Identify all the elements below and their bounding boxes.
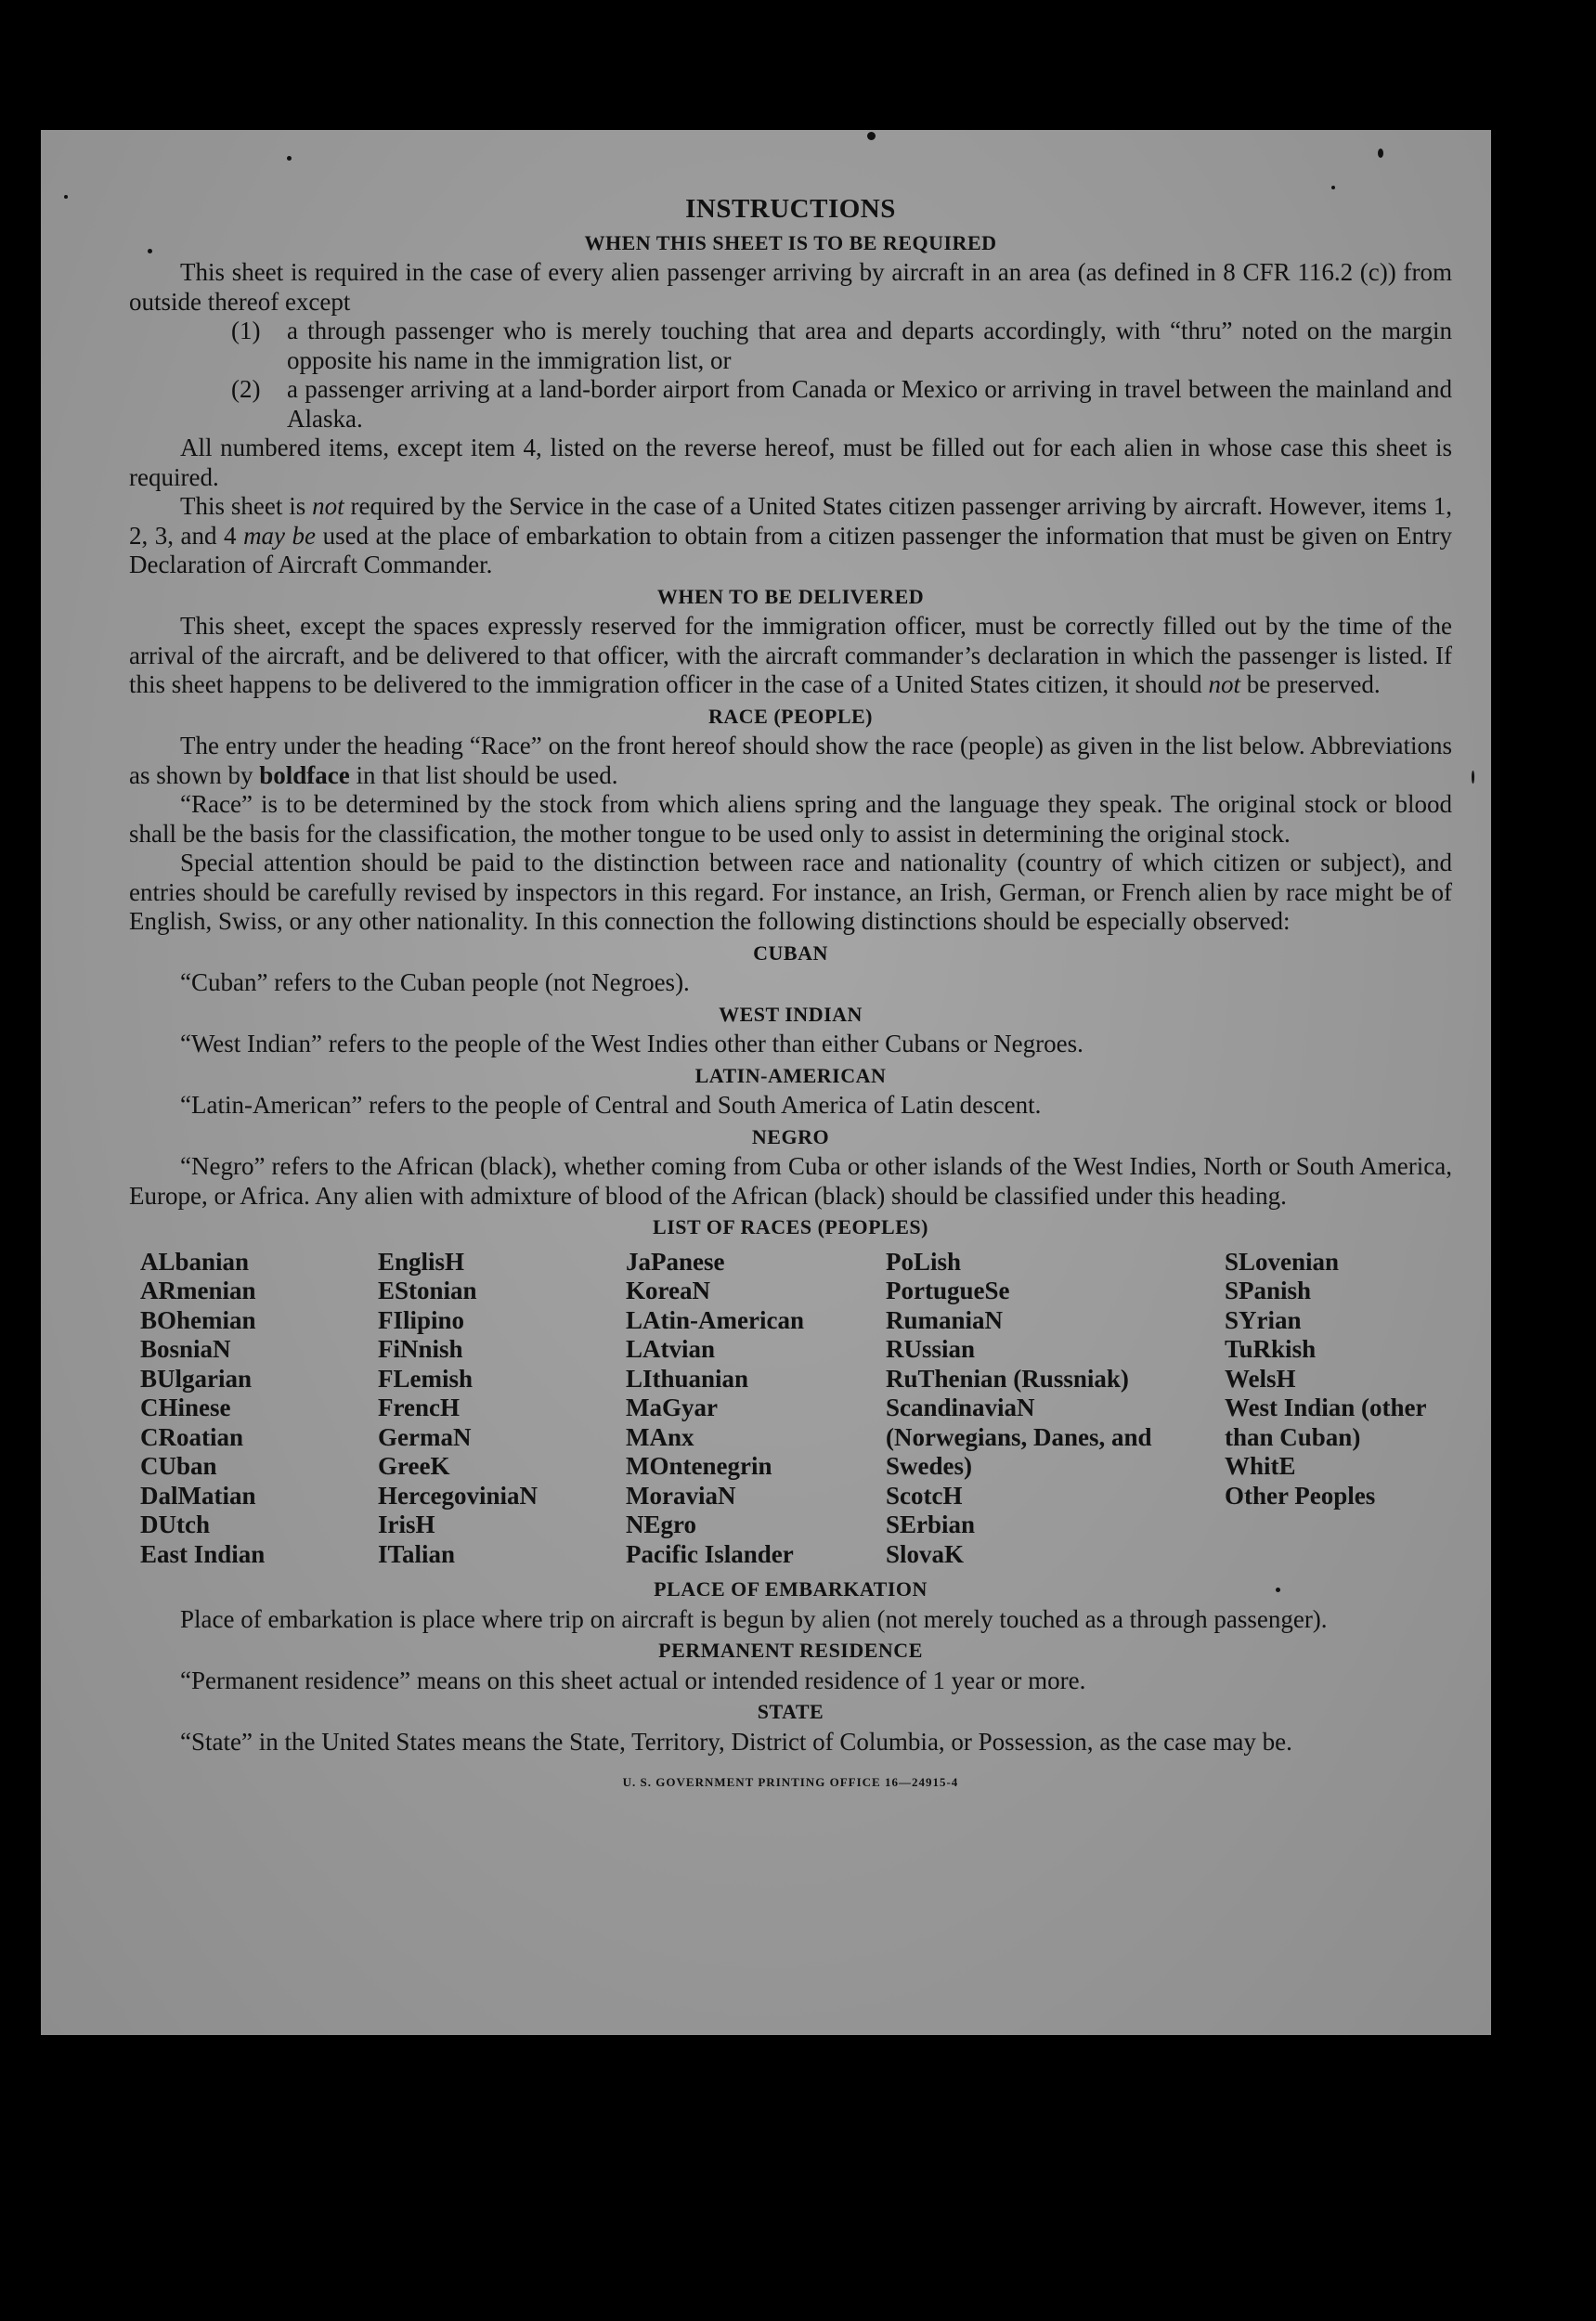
exception-text: a passenger arriving at a land-border airport from Canada or Mexico or arriving in travel between the mainland and Alaska. [287,375,1452,433]
exception-item-1 [129,317,1452,375]
race-column-2 [378,1248,626,1570]
race-entry: PoLish [886,1247,962,1276]
race-entry: ScotcH [886,1481,963,1510]
race-entry: KoreaN [626,1277,710,1304]
west-indian-definition: “West Indian” refers to the people of the West Indies other than either Cubans or Negroes. [180,1030,1083,1057]
race-entry: East Indian [140,1539,266,1568]
race-entry: PortugueSe [886,1277,1010,1304]
exception-number: (1) [231,317,261,344]
race-entry: West Indian (other than Cuban) [1225,1394,1427,1451]
race-entry: SYrian [1225,1305,1302,1334]
document-sheet [41,130,1491,2035]
race-entry: GreeK [378,1452,450,1480]
race-entry: FrencH [378,1394,460,1421]
race-entry: EStonian [378,1277,477,1304]
state-definition: “State” in the United States means the State, Territory, District of Columbia, or Possession, as the case may be. [180,1727,1292,1756]
race-entry: LAtvian [626,1335,716,1363]
race-entry: SErbian [886,1511,976,1538]
race-entry: BUlgarian [140,1364,253,1393]
race-entry: SPanish [1225,1277,1312,1304]
section-heading-permanent-residence: PERMANENT RESIDENCE [658,1639,923,1662]
section-heading-west-indian: WEST INDIAN [719,1002,863,1026]
delivery-paragraph: This sheet, except the spaces expressly reserved for the immigration officer, must be correctly filled out by the time of the arrival of the aircraft, and be delivered to that officer, with the aircraft commander’s declaration in which the passenger is listed. If this sheet happens to be delivered to the immigration officer in the case of a United States citizen, it should not be preserved. [129,612,1452,698]
section-heading-delivered: WHEN TO BE DELIVERED [656,584,925,608]
race-entry: WhitE [1225,1452,1296,1480]
race-entry: MoraviaN [626,1481,736,1510]
negro-definition: “Negro” refers to the African (black), whether coming from Cuba or other islands of the West Indies, North or South America, Europe, or Africa. Any alien with admixture of blood of the African (black) should be classified under this heading. [129,1152,1452,1210]
race-entry: LIthuanian [626,1364,749,1393]
race-entry: ScandinaviaN (Norwegians, Danes, and Swedes) [886,1394,1152,1480]
printing-office-footer: U. S. GOVERNMENT PRINTING OFFICE 16—24915-4 [622,1775,959,1789]
race-entry: TuRkish [1225,1335,1317,1363]
section-heading-latin-american: LATIN-AMERICAN [694,1063,887,1087]
race-paragraph-1: The entry under the heading “Race” on the front hereof should show the race (people) as given in the list below. Abbreviations as shown by boldface in that list should be used. [129,732,1452,789]
race-entry: WelsH [1225,1364,1296,1393]
race-entry: BosniaN [140,1335,231,1363]
latin-american-definition: “Latin-American” refers to the people of Central and South America of Latin descent. [180,1091,1042,1119]
citizen-paragraph: This sheet is not required by the Service in the case of a United States citizen passenger arriving by aircraft. However, items 1, 2, 3, and 4 may be used at the place of embarkation to obtain from a citizen passenger the information that must be given on Entry Declaration of Aircraft Commander. [129,492,1453,578]
race-entry: RuThenian (Russniak) [886,1364,1129,1393]
race-entry: FIlipino [378,1305,465,1334]
race-entry: RumaniaN [886,1305,1004,1334]
race-entry: CRoatian [140,1422,244,1451]
race-entry: DUtch [140,1511,210,1538]
permanent-residence-definition: “Permanent residence” means on this sheet actual or intended residence of 1 year or more. [180,1666,1086,1694]
race-entry: ALbanian [140,1247,250,1276]
race-column-4 [886,1248,1225,1570]
race-column-1 [140,1248,378,1570]
race-entry: Other Peoples [1225,1481,1376,1510]
section-heading-negro: NEGRO [751,1124,830,1148]
race-entry: MaGyar [626,1394,718,1421]
race-entry: Pacific Islander [626,1539,794,1568]
race-entry: CUban [140,1452,217,1480]
race-entry: ARmenian [140,1277,256,1304]
race-entry: BOhemian [140,1305,256,1334]
section-heading-embarkation: PLACE OF EMBARKATION [654,1577,928,1601]
race-paragraph-3: Special attention should be paid to the distinction between race and nationality (country of which citizen or subject), and entries should be carefully revised by inspectors in this regard. For instance, an Irish, German, or French alien by race might be of English, Swiss, or any other nationality. In this connection the following distinctions should be especially observed: [129,849,1452,935]
race-column-5 [1225,1248,1475,1570]
race-entry: FLemish [378,1364,474,1393]
exception-item-2 [129,375,1452,434]
race-entry: NEgro [626,1511,697,1538]
race-entry: FiNnish [378,1335,463,1363]
section-heading-race: RACE (PEOPLE) [708,704,873,728]
section-heading-race-list: LIST OF RACES (PEOPLES) [653,1215,928,1238]
section-heading-state: STATE [757,1700,824,1723]
race-entry: CHinese [140,1394,231,1421]
race-entry: HercegoviniaN [378,1481,538,1510]
race-list [140,1248,1452,1570]
race-entry: ITalian [378,1539,456,1568]
section-heading-required: WHEN THIS SHEET IS TO BE REQUIRED [584,230,997,254]
exception-number: (2) [231,375,261,403]
numbered-items-paragraph: All numbered items, except item 4, listed on the reverse hereof, must be filled out for each alien in whose case this sheet is required. [129,434,1452,491]
race-entry: RUssian [886,1335,976,1363]
race-entry: DalMatian [140,1481,256,1510]
section-required-intro: This sheet is required in the case of every alien passenger arriving by aircraft in an area (as defined in 8 CFR 116.2 (c)) from outside thereof except [129,258,1452,316]
race-entry: JaPanese [626,1247,725,1276]
exception-text: a through passenger who is merely touching that area and departs accordingly, with “thru” noted on the margin opposite his name in the immigration list, or [287,317,1452,374]
race-entry: IrisH [378,1511,435,1538]
page-title: INSTRUCTIONS [685,194,896,224]
race-entry: EnglisH [378,1247,465,1276]
cuban-definition: “Cuban” refers to the Cuban people (not Negroes). [180,968,690,996]
race-entry: GermaN [378,1422,472,1451]
race-entry: MAnx [626,1422,694,1451]
instructions-content [129,195,1452,1797]
race-entry: SLovenian [1225,1247,1340,1276]
race-paragraph-2: “Race” is to be determined by the stock from which aliens spring and the language they speak. The original stock or blood shall be the basis for the classification, the mother tongue to be used only to assist in determining the original stock. [129,790,1452,848]
race-entry: SlovaK [886,1539,965,1568]
embarkation-definition: Place of embarkation is place where trip on aircraft is begun by alien (not merely touched as a through passenger). [180,1604,1328,1633]
race-column-3 [626,1248,886,1570]
section-heading-cuban: CUBAN [753,940,828,965]
race-entry: MOntenegrin [626,1452,772,1480]
race-entry: LAtin-American [626,1305,804,1334]
